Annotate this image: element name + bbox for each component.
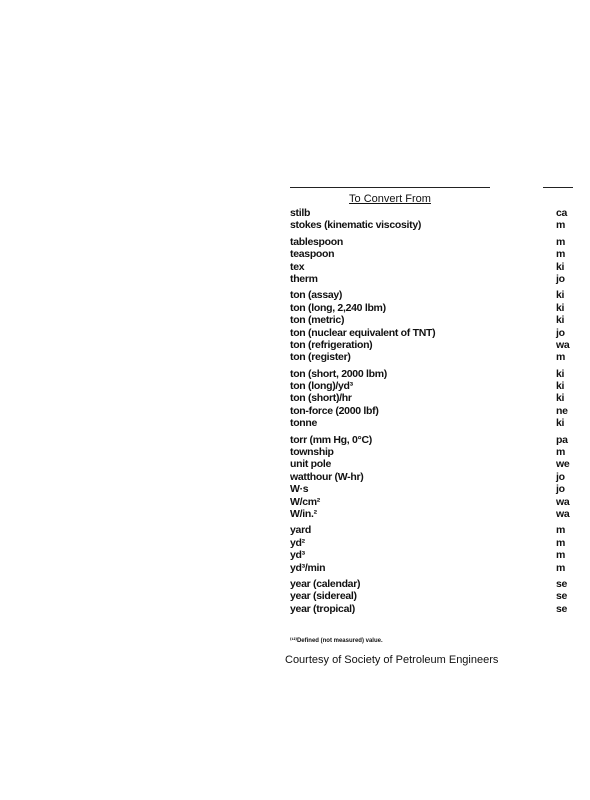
from-unit: township: [290, 446, 334, 459]
from-unit: ton (long, 2,240 lbm): [290, 301, 386, 314]
from-unit: ton-force (2000 lbf): [290, 404, 379, 417]
from-unit: yd²: [290, 536, 305, 549]
to-unit: m: [556, 536, 566, 549]
from-unit: ton (short, 2000 lbm): [290, 367, 387, 380]
conversion-table: [290, 207, 590, 619]
table-group: [290, 578, 590, 615]
table-group: [290, 207, 590, 232]
from-unit: W/cm²: [290, 495, 321, 508]
to-unit: m: [556, 524, 566, 537]
to-unit: ki: [556, 392, 565, 405]
table-row: [290, 314, 590, 326]
top-rule: [290, 187, 490, 188]
table-row: [290, 339, 590, 351]
to-unit: ki: [556, 417, 565, 430]
table-row: [290, 236, 590, 248]
table-row: [290, 603, 590, 615]
to-unit: m: [556, 549, 566, 562]
from-unit: stokes (kinematic viscosity): [290, 219, 422, 232]
table-row: [290, 471, 590, 483]
from-unit: ton (assay): [290, 289, 343, 302]
from-unit: ton (nuclear equivalent of TNT): [290, 326, 436, 339]
to-unit: jo: [556, 483, 565, 496]
table-row: [290, 549, 590, 561]
footnote: ⁽¹²⁾Defined (not measured) value.: [290, 638, 383, 644]
from-unit: year (sidereal): [290, 590, 357, 603]
table-row: [290, 508, 590, 520]
table-row: [290, 537, 590, 549]
to-unit: we: [556, 458, 570, 471]
table-row: [290, 496, 590, 508]
to-unit: ca: [556, 207, 568, 219]
from-unit: teaspoon: [290, 248, 335, 261]
to-unit: m: [556, 561, 566, 574]
to-unit: m: [556, 351, 566, 364]
to-unit: m: [556, 235, 566, 248]
to-unit: pa: [556, 433, 568, 446]
to-unit: se: [556, 590, 568, 603]
table-row: [290, 368, 590, 380]
column-header-from-label: To Convert From: [349, 193, 431, 205]
from-unit: torr (mm Hg, 0°C): [290, 433, 372, 446]
table-row: [290, 578, 590, 590]
from-unit: year (tropical): [290, 602, 355, 615]
table-group: [290, 434, 590, 521]
table-group: [290, 524, 590, 574]
to-unit: jo: [556, 326, 565, 339]
to-unit: m: [556, 446, 566, 459]
to-unit: ki: [556, 314, 565, 327]
table-row: [290, 483, 590, 495]
from-unit: ton (metric): [290, 314, 345, 327]
to-unit: ki: [556, 367, 565, 380]
from-unit: stilb: [290, 207, 311, 219]
to-unit: m: [556, 248, 566, 261]
from-unit: ton (long)/yd³: [290, 380, 353, 393]
to-unit: se: [556, 577, 568, 590]
table-row: [290, 446, 590, 458]
table-row: [290, 590, 590, 602]
to-unit: wa: [556, 338, 570, 351]
from-unit: W/in.²: [290, 507, 317, 520]
table-row: [290, 248, 590, 260]
from-unit: ton (refrigeration): [290, 338, 373, 351]
table-row: [290, 417, 590, 429]
table-row: [290, 380, 590, 392]
from-unit: yard: [290, 524, 311, 537]
column-header-from: [290, 193, 490, 205]
to-unit: ki: [556, 301, 565, 314]
from-unit: watthour (W-hr): [290, 470, 364, 483]
from-unit: therm: [290, 272, 318, 285]
table-row: [290, 273, 590, 285]
to-unit: se: [556, 602, 568, 615]
to-unit: ne: [556, 404, 568, 417]
table-group: [290, 368, 590, 430]
to-unit: ki: [556, 380, 565, 393]
table-row: [290, 458, 590, 470]
from-unit: yd³: [290, 549, 305, 562]
table-row: [290, 219, 590, 231]
table-row: [290, 261, 590, 273]
to-unit: jo: [556, 272, 565, 285]
table-group: [290, 289, 590, 363]
from-unit: tablespoon: [290, 235, 344, 248]
from-unit: unit pole: [290, 458, 332, 471]
table-row: [290, 562, 590, 574]
to-unit: ki: [556, 260, 565, 273]
table-row: [290, 207, 590, 219]
table-row: [290, 351, 590, 363]
table-row: [290, 327, 590, 339]
to-unit: m: [556, 219, 566, 232]
courtesy-line: Courtesy of Society of Petroleum Engineers: [285, 654, 499, 666]
from-unit: ton (register): [290, 351, 351, 364]
table-row: [290, 405, 590, 417]
table-row: [290, 289, 590, 301]
from-unit: W·s: [290, 483, 309, 496]
table-row: [290, 524, 590, 536]
from-unit: tonne: [290, 417, 318, 430]
from-unit: tex: [290, 260, 305, 273]
table-row: [290, 434, 590, 446]
to-unit: jo: [556, 470, 565, 483]
top-rule-right: [543, 187, 573, 188]
to-unit: wa: [556, 495, 570, 508]
table-row: [290, 392, 590, 404]
to-unit: ki: [556, 289, 565, 302]
from-unit: ton (short)/hr: [290, 392, 352, 405]
from-unit: yd³/min: [290, 561, 326, 574]
table-row: [290, 302, 590, 314]
table-group: [290, 236, 590, 286]
to-unit: wa: [556, 507, 570, 520]
from-unit: year (calendar): [290, 577, 361, 590]
